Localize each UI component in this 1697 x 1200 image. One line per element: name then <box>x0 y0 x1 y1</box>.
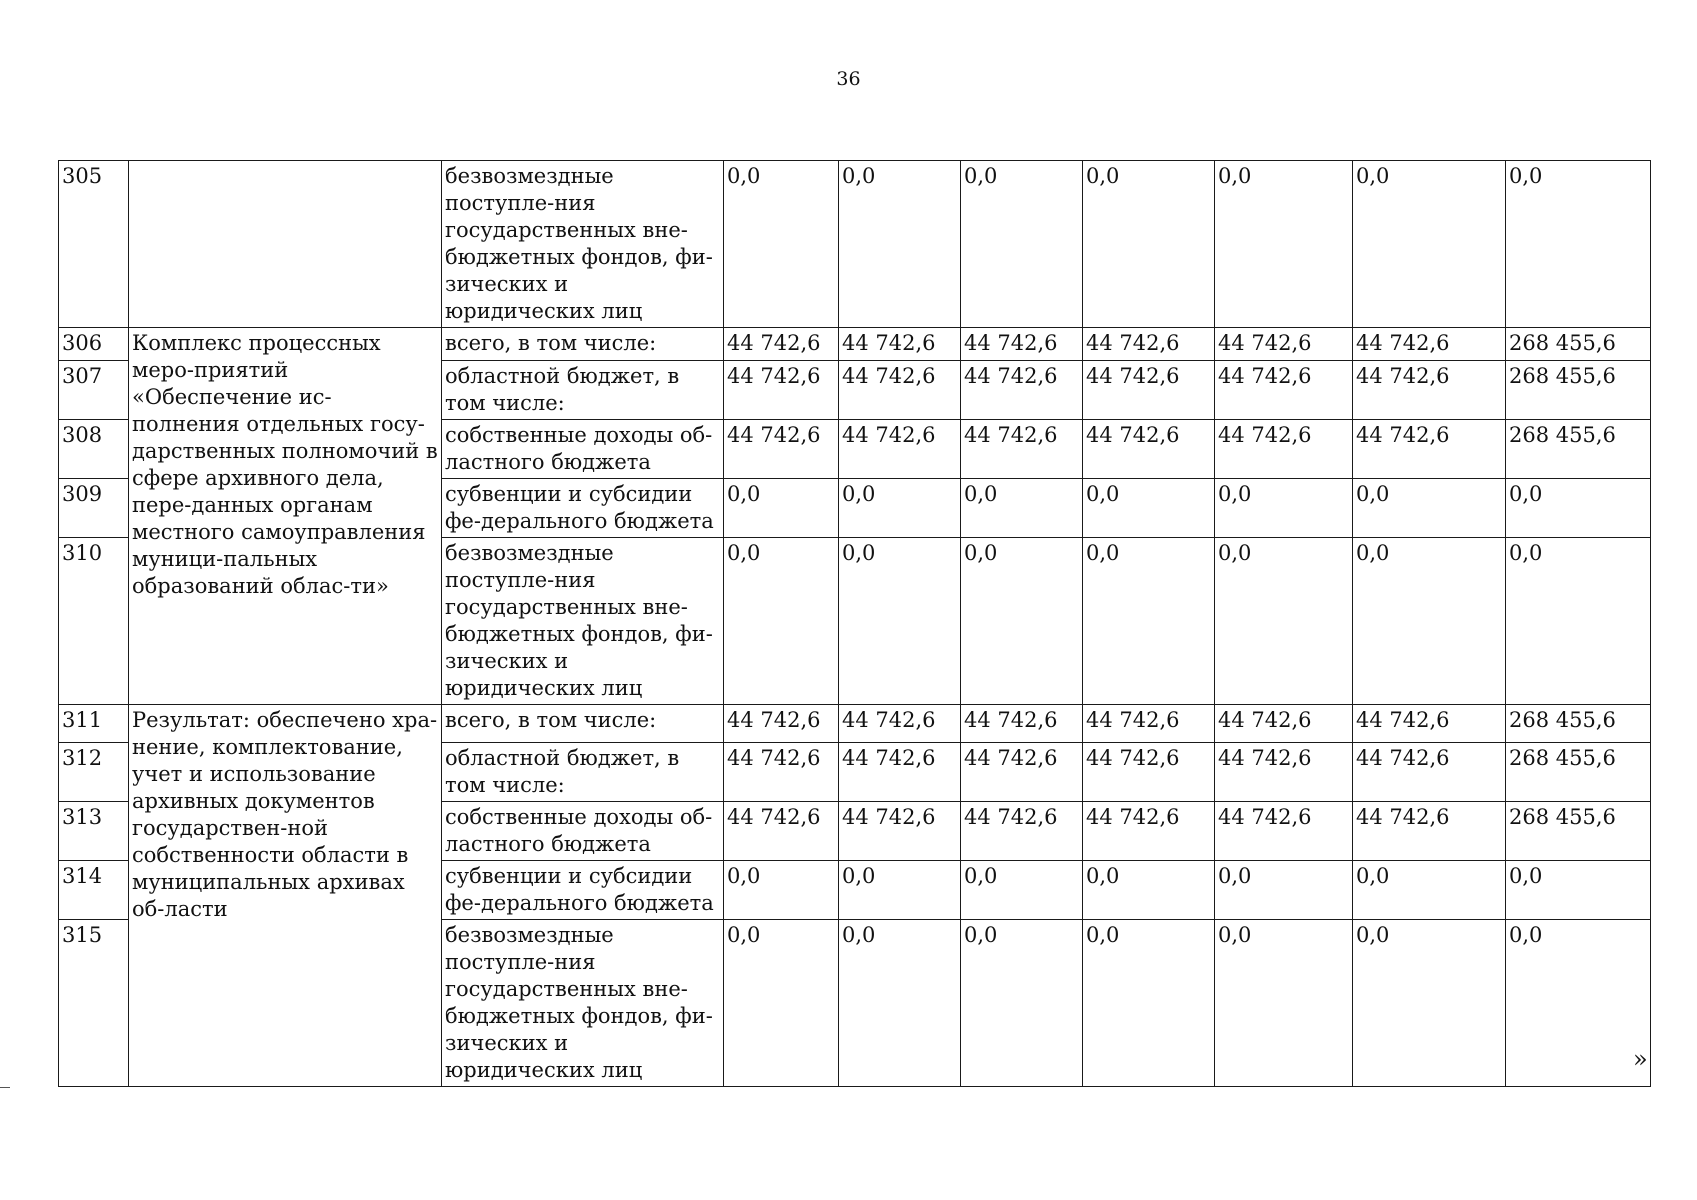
amount-cell: 0,0 <box>839 538 961 705</box>
funding-source: собственные доходы об-ластного бюджета <box>442 802 724 861</box>
amount-cell: 44 742,6 <box>961 743 1083 802</box>
funding-source: субвенции и субсидии фе-дерального бюджета <box>442 479 724 538</box>
funding-source: областной бюджет, в том числе: <box>442 743 724 802</box>
amount-cell: 44 742,6 <box>961 361 1083 420</box>
amount-cell: 268 455,6 <box>1506 328 1651 361</box>
funding-source: субвенции и субсидии фе-дерального бюджета <box>442 861 724 920</box>
row-number: 314 <box>59 861 129 920</box>
row-number: 313 <box>59 802 129 861</box>
amount-cell: 44 742,6 <box>839 420 961 479</box>
amount-cell: 0,0 <box>1353 479 1506 538</box>
amount-cell: 0,0 <box>1506 861 1651 920</box>
amount-cell: 44 742,6 <box>1083 361 1215 420</box>
row-number: 307 <box>59 361 129 420</box>
funding-source: безвозмездные поступле-ния государственных вне-бюджетных фондов, фи-зических и юридических лиц <box>442 920 724 1087</box>
funding-source: собственные доходы об-ластного бюджета <box>442 420 724 479</box>
amount-cell: 0,0 <box>1083 479 1215 538</box>
amount-cell: 44 742,6 <box>1215 361 1353 420</box>
amount-cell: 44 742,6 <box>961 802 1083 861</box>
row-number: 310 <box>59 538 129 705</box>
amount-cell: 44 742,6 <box>724 361 839 420</box>
amount-cell: 44 742,6 <box>839 361 961 420</box>
budget-table <box>58 160 1651 1087</box>
amount-cell: 44 742,6 <box>1353 328 1506 361</box>
amount-cell: 0,0 <box>1353 538 1506 705</box>
amount-cell: 0,0 <box>1215 161 1353 328</box>
row-number: 312 <box>59 743 129 802</box>
amount-cell: 44 742,6 <box>961 420 1083 479</box>
amount-cell: 44 742,6 <box>1083 705 1215 743</box>
amount-cell: 44 742,6 <box>1083 328 1215 361</box>
funding-source: всего, в том числе: <box>442 705 724 743</box>
row-number: 309 <box>59 479 129 538</box>
amount-cell: 0,0 <box>839 861 961 920</box>
amount-cell: 44 742,6 <box>1215 802 1353 861</box>
amount-cell: 268 455,6 <box>1506 361 1651 420</box>
amount-cell: 0,0 <box>839 479 961 538</box>
amount-cell: 44 742,6 <box>839 328 961 361</box>
amount-cell: 0,0 <box>1215 538 1353 705</box>
amount-cell: 44 742,6 <box>1083 802 1215 861</box>
amount-cell: 0,0 <box>724 161 839 328</box>
amount-cell: 0,0 <box>961 161 1083 328</box>
amount-cell: 44 742,6 <box>1215 420 1353 479</box>
amount-cell: 44 742,6 <box>724 743 839 802</box>
amount-cell: 0,0 <box>724 479 839 538</box>
amount-cell: 0,0 <box>961 861 1083 920</box>
amount-cell: 0,0 <box>1083 920 1215 1087</box>
amount-cell: 0,0 <box>839 161 961 328</box>
amount-cell: 0,0 <box>1083 538 1215 705</box>
amount-cell: 44 742,6 <box>724 705 839 743</box>
amount-cell: 0,0 <box>1215 861 1353 920</box>
amount-cell: 44 742,6 <box>1353 802 1506 861</box>
amount-cell: 44 742,6 <box>961 705 1083 743</box>
amount-cell: 0,0 <box>1353 161 1506 328</box>
amount-cell: 0,0 <box>1353 861 1506 920</box>
amount-cell: 44 742,6 <box>1353 361 1506 420</box>
amount-cell: 44 742,6 <box>1353 420 1506 479</box>
amount-cell: 44 742,6 <box>724 420 839 479</box>
amount-cell: 0,0 <box>961 538 1083 705</box>
amount-cell: 44 742,6 <box>961 328 1083 361</box>
amount-cell: 0,0 <box>724 538 839 705</box>
amount-cell: 0,0 <box>961 920 1083 1087</box>
row-number: 315 <box>59 920 129 1087</box>
amount-cell: 0,0 <box>1083 161 1215 328</box>
table-row <box>59 328 1651 361</box>
funding-source: безвозмездные поступле-ния государственных вне-бюджетных фондов, фи-зических и юридических лиц <box>442 161 724 328</box>
funding-source: всего, в том числе: <box>442 328 724 361</box>
margin-dash <box>0 1087 10 1088</box>
row-number: 306 <box>59 328 129 361</box>
amount-cell: 44 742,6 <box>1215 743 1353 802</box>
amount-cell: 0,0 <box>1353 920 1506 1087</box>
row-number: 308 <box>59 420 129 479</box>
measure-title <box>129 161 442 328</box>
row-number: 305 <box>59 161 129 328</box>
amount-cell: 44 742,6 <box>724 328 839 361</box>
amount-cell: 0,0 <box>1083 861 1215 920</box>
amount-cell: 0,0 <box>1215 920 1353 1087</box>
row-number: 311 <box>59 705 129 743</box>
measure-title: Результат: обеспечено хра-нение, комплектование, учет и использование архивных документов государствен-ной собственности области в муниципальных архивах об-ласти <box>129 705 442 1087</box>
amount-cell: 0,0 <box>1506 161 1651 328</box>
amount-cell: 44 742,6 <box>839 802 961 861</box>
amount-cell: 0,0 <box>1506 479 1651 538</box>
page-number: 36 <box>836 68 861 90</box>
amount-cell: 268 455,6 <box>1506 420 1651 479</box>
amount-cell: 268 455,6 <box>1506 802 1651 861</box>
amount-cell: 44 742,6 <box>839 705 961 743</box>
end-quote-mark: » <box>1633 1045 1648 1073</box>
amount-cell: 44 742,6 <box>1083 743 1215 802</box>
amount-cell: 268 455,6 <box>1506 743 1651 802</box>
amount-cell: 0,0 <box>724 920 839 1087</box>
amount-cell: 0,0 <box>1506 538 1651 705</box>
amount-cell: 0,0 <box>961 479 1083 538</box>
amount-cell: 0,0 <box>1215 479 1353 538</box>
funding-source: областной бюджет, в том числе: <box>442 361 724 420</box>
table-row <box>59 161 1651 328</box>
amount-cell: 0,0 <box>839 920 961 1087</box>
amount-cell: 44 742,6 <box>1353 705 1506 743</box>
table-body <box>59 161 1651 1087</box>
amount-cell: 0,0 <box>724 861 839 920</box>
amount-cell: 268 455,6 <box>1506 705 1651 743</box>
amount-cell: 44 742,6 <box>1083 420 1215 479</box>
funding-source: безвозмездные поступле-ния государственных вне-бюджетных фондов, фи-зических и юридических лиц <box>442 538 724 705</box>
measure-title: Комплекс процессных меро-приятий «Обеспечение ис-полнения отдельных госу-дарственных полномочий в сфере архивного дела, пере-данных органам местного самоуправления муници-пальных образований облас-ти» <box>129 328 442 705</box>
amount-cell: 44 742,6 <box>1353 743 1506 802</box>
amount-cell: 44 742,6 <box>1215 328 1353 361</box>
amount-cell: 44 742,6 <box>839 743 961 802</box>
amount-cell: 44 742,6 <box>1215 705 1353 743</box>
amount-cell: 0,0 <box>1506 920 1651 1087</box>
amount-cell: 44 742,6 <box>724 802 839 861</box>
table-row <box>59 705 1651 743</box>
